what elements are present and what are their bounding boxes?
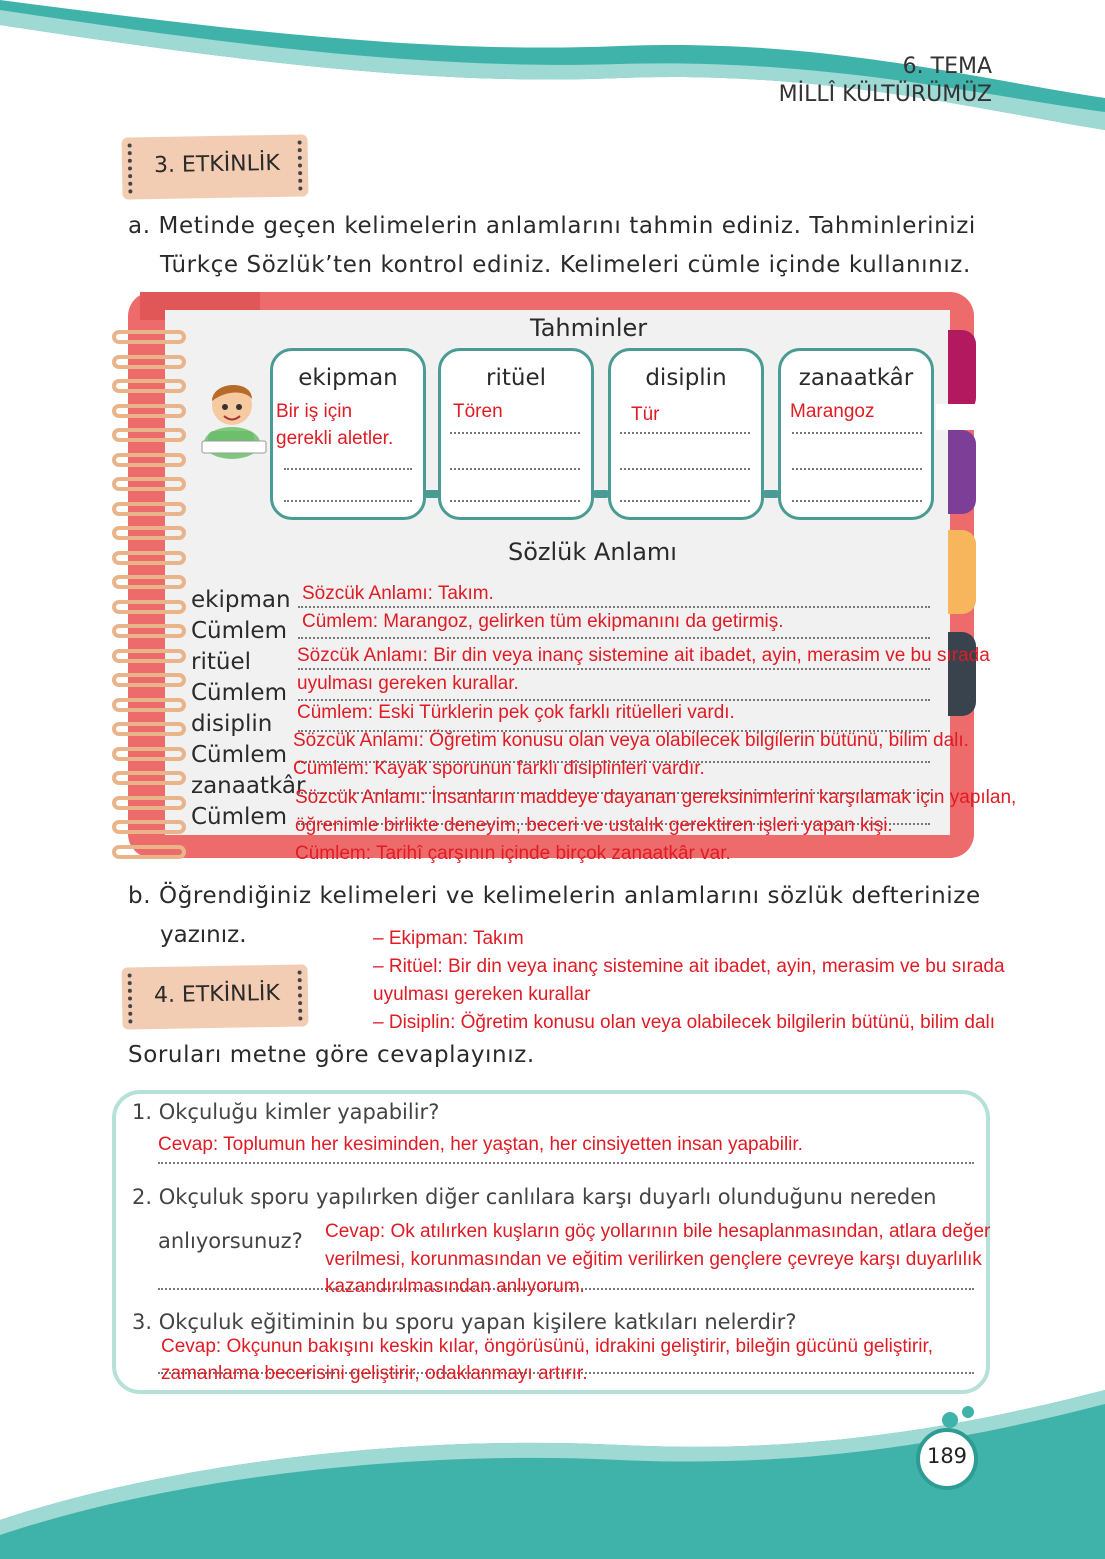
guesses-title: Tahminler <box>530 314 648 342</box>
card-connector <box>762 490 780 498</box>
card-answer: Tür <box>631 404 660 425</box>
decor-dot <box>942 1412 958 1428</box>
instruction-a-line1: a. Metinde geçen kelimelerin anlamlarını tahmin ediniz. Tahminlerinizi <box>128 213 976 239</box>
b-answer: – Disiplin: Öğretim konusu olan veya olabilecek bilgilerin bütünü, bilim dalı <box>373 1012 996 1033</box>
instruction-b-line2: yazınız. <box>160 922 247 948</box>
card-answer: Tören <box>453 401 503 422</box>
tab-purple <box>948 430 976 514</box>
spiral-ring <box>112 551 186 565</box>
spiral-ring <box>112 600 186 614</box>
spiral-ring <box>112 698 186 712</box>
decor-dot <box>962 1406 974 1418</box>
dictionary-answer: Cümlem: Eski Türklerin pek çok farklı ritüelleri vardı. <box>297 702 735 723</box>
card-word: ekipman <box>298 365 398 391</box>
row-label: zanaatkâr <box>191 773 306 799</box>
answer-3: Cevap: Okçunun bakışını keskin kılar, öngörüsünü, idrakini geliştirir, bileğin gücünü geliştirir, <box>161 1336 934 1357</box>
card-word: disiplin <box>645 365 727 391</box>
card-answer: Marangoz <box>790 401 875 422</box>
spiral-ring <box>112 428 186 442</box>
row-label: Cümlem <box>191 742 287 768</box>
spiral-ring <box>112 379 186 393</box>
page-number: 189 <box>926 1444 968 1468</box>
card-connector <box>592 490 610 498</box>
answer-1: Cevap: Toplumun her kesiminden, her yaştan, her cinsiyetten insan yapabilir. <box>158 1134 803 1155</box>
spiral-ring <box>112 820 186 834</box>
spiral-ring <box>112 771 186 785</box>
answer-2: kazandırılmasından anlıyorum. <box>325 1276 585 1297</box>
answer-3: zamanlama becerisini geliştirir, odaklanmayı artırır. <box>161 1363 588 1384</box>
b-answer: – Ekipman: Takım <box>373 928 524 949</box>
spiral-ring <box>112 355 186 369</box>
card-answer: gerekli aletler. <box>276 428 394 449</box>
card-connector <box>423 490 441 498</box>
card-disiplin <box>608 348 764 520</box>
dictionary-title: Sözlük Anlamı <box>508 538 677 566</box>
spiral-ring <box>112 722 186 736</box>
spiral-ring <box>112 624 186 638</box>
dictionary-answer: Cümlem: Marangoz, gelirken tüm ekipmanını da getirmiş. <box>302 611 784 632</box>
question-2-line2: anlıyorsunuz? <box>158 1229 303 1253</box>
spiral-ring <box>112 845 186 859</box>
dictionary-answer: Cümlem: Tarihî çarşının içinde birçok zanaatkâr var. <box>295 843 731 864</box>
answer-2: Cevap: Ok atılırken kuşların göç yollarının bile hesaplanmasından, atlara değer <box>325 1221 991 1242</box>
instruction-b-line1: b. Öğrendiğiniz kelimeleri ve kelimelerin anlamlarını sözlük defterinize <box>128 883 981 909</box>
activity-4-badge <box>121 964 308 1029</box>
instruction-a-line2: Türkçe Sözlük’ten kontrol ediniz. Kelimeleri cümle içinde kullanınız. <box>160 252 971 278</box>
row-label: disiplin <box>191 711 273 737</box>
spiral-ring <box>112 796 186 810</box>
theme-title: MİLLÎ KÜLTÜRÜMÜZ <box>778 82 992 107</box>
boy-writing-icon <box>198 375 270 460</box>
spiral-ring <box>112 453 186 467</box>
b-answer: uyulması gereken kurallar <box>373 984 591 1005</box>
white-patch <box>936 404 998 430</box>
dictionary-answer: Sözcük Anlamı: Öğretim konusu olan veya olabilecek bilgilerin bütünü, bilim dalı. <box>293 730 969 751</box>
card-answer: Bir iş için <box>276 401 353 422</box>
theme-number: 6. TEMA <box>902 54 992 79</box>
row-label: ekipman <box>191 587 291 613</box>
row-label: Cümlem <box>191 680 287 706</box>
card-word: ritüel <box>486 365 546 391</box>
spiral-ring <box>112 575 186 589</box>
answer-2: verilmesi, korunmasından ve eğitim verilirken gençlere çevreye karşı duyarlılık <box>325 1249 982 1270</box>
activity-3-badge <box>121 134 308 199</box>
dictionary-answer: Cümlem: Kayak sporunun farklı disiplinleri vardır. <box>293 758 705 779</box>
tab-magenta <box>948 330 976 412</box>
b-answer: – Ritüel: Bir din veya inanç sistemine ait ibadet, ayin, merasim ve bu sırada <box>373 956 1005 977</box>
activity-3-label: 3. ETKİNLİK <box>153 150 281 179</box>
question-2-line1: 2. Okçuluk sporu yapılırken diğer canlılara karşı duyarlı olunduğunu nereden <box>132 1185 937 1209</box>
activity-4-instruction: Soruları metne göre cevaplayınız. <box>128 1042 535 1068</box>
tab-orange <box>948 530 976 614</box>
dictionary-answer: Sözcük Anlamı: Bir din veya inanç sistemine ait ibadet, ayin, merasim ve bu sırada <box>297 645 990 666</box>
spiral-ring <box>112 404 186 418</box>
dictionary-answer: Sözcük Anlamı: Takım. <box>302 583 494 604</box>
dictionary-answer: uyulması gereken kurallar. <box>297 673 519 694</box>
question-3: 3. Okçuluk eğitiminin bu sporu yapan kişilere katkıları nelerdir? <box>132 1310 797 1334</box>
dictionary-answer: öğrenimle birlikte deneyim, beceri ve ustalık gerektiren işleri yapan kişi. <box>295 815 893 836</box>
card-zanaatkar <box>778 348 934 520</box>
card-rituel <box>438 348 594 520</box>
row-label: ritüel <box>191 649 251 675</box>
spiral-ring <box>112 502 186 516</box>
spiral-ring <box>112 526 186 540</box>
card-word: zanaatkâr <box>798 365 914 391</box>
dictionary-answer: Sözcük Anlamı: İnsanların maddeye dayanan gereksinimlerini karşılamak için yapılan, <box>295 787 1017 808</box>
spiral-ring <box>112 747 186 761</box>
spiral-ring <box>112 673 186 687</box>
row-label: Cümlem <box>191 804 287 830</box>
question-1: 1. Okçuluğu kimler yapabilir? <box>132 1100 440 1124</box>
spiral-ring <box>112 477 186 491</box>
row-label: Cümlem <box>191 618 287 644</box>
activity-4-label: 4. ETKİNLİK <box>153 980 281 1009</box>
spiral-ring <box>112 330 186 344</box>
spiral-ring <box>112 649 186 663</box>
